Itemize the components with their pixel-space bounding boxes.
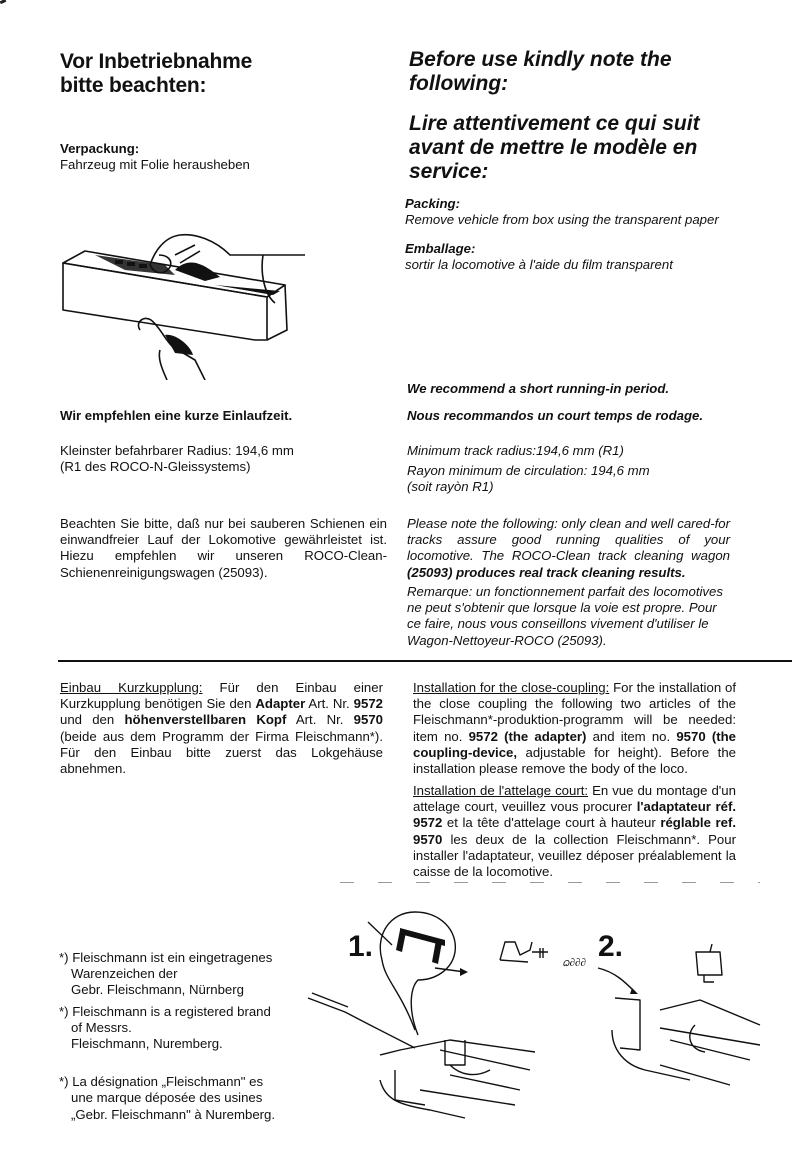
footnote-english xyxy=(59,1004,309,1053)
coupling-head-icon xyxy=(696,944,722,982)
packing-french-label: Emballage: xyxy=(405,241,476,256)
hand-top-icon xyxy=(150,235,305,303)
coupling-german-bold: höhenverstellbaren Kopf xyxy=(124,712,287,728)
coupling-german-bold: Adapter xyxy=(255,696,306,712)
magnifier-bubble xyxy=(380,912,455,1035)
coupling-french-bold: l'adaptateur réf. 9572 xyxy=(413,799,737,831)
footnote-german xyxy=(59,950,309,999)
footnote-line: une marque déposée des usines xyxy=(71,1090,263,1106)
heading-english-line: following: xyxy=(409,72,509,95)
scan-mark xyxy=(0,0,6,4)
radius-french xyxy=(407,463,650,495)
packing-english xyxy=(405,196,719,228)
packing-german-text: Fahrzeug mit Folie herausheben xyxy=(60,157,250,173)
coupling-english-text: adjustable for height). Before the installation please remove the body of the loco. xyxy=(413,744,736,777)
cleaning-german: Beachten Sie bitte, daß nur bei sauberen Schienen ein einwandfreier Lauf der Lokomotive gewährleistet ist. Hiezu empfehlen wir unseren ROCO-Clean-Schienenreinigungswagen (25093). xyxy=(60,516,387,580)
step-1-label: 1. xyxy=(348,930,374,963)
heading-german-line: Vor Inbetriebnahme xyxy=(60,50,253,73)
footnote-line: Fleischmann ist ein eingetragenes xyxy=(72,950,273,965)
footnote-line: La désignation „Fleischmann" es xyxy=(72,1074,264,1090)
footnote-line: „Gebr. Fleischmann" à Nuremberg. xyxy=(71,1106,276,1122)
scan-artifact-line xyxy=(340,882,760,883)
heading-german-line: bitte beachten: xyxy=(60,74,207,97)
running-in-german: Wir empfehlen eine kurze Einlaufzeit. xyxy=(60,408,293,423)
adapter-icon xyxy=(500,942,548,962)
coupling-english-bold: 9572 (the adapter) xyxy=(468,728,587,744)
cleaning-english-bold: (25093) produces real track cleaning results. xyxy=(407,564,686,580)
running-in-french: Nous recommandos un court temps de rodage. xyxy=(407,408,704,423)
footnote-line: Fleischmann is a registered brand xyxy=(72,1003,271,1019)
coupling-german-text: Art. Nr. xyxy=(286,712,354,728)
footnote-french xyxy=(59,1074,309,1123)
footnote-marker: *) xyxy=(59,1003,69,1019)
radius-english: Minimum track radius:194,6 mm (R1) xyxy=(407,443,624,458)
footnote-line: Fleischmann, Nuremberg. xyxy=(71,1036,223,1052)
coupling-french-text: et la tête d'attelage court à hauteur xyxy=(442,815,661,831)
radius-french-line: (soit rayòn R1) xyxy=(407,479,494,495)
coupling-french-bold: réglable ref. 9570 xyxy=(413,815,736,847)
screwdriver-icon xyxy=(308,993,415,1048)
locomotive-2 xyxy=(612,998,760,1085)
heading-german xyxy=(60,50,252,98)
heading-french xyxy=(409,112,700,184)
heading-english-line: Before use kindly note the xyxy=(409,48,672,71)
coupling-english-text: For the installation of the close coupling the following two articles of the Fleischmann*-produktion-programm will be needed: item no. xyxy=(413,680,736,744)
coupling-english xyxy=(413,680,736,777)
coupling-english-title: Installation for the close-coupling: xyxy=(413,680,610,695)
coupling-french-text: les deux de la collection Fleischmann*. Pour installer l'adaptateur, veuillez déposer préalablement la caisse de la locomotive. xyxy=(413,831,736,880)
arrow-icon xyxy=(598,968,635,992)
coupling-german-text: und den xyxy=(60,712,125,728)
coupling-german-bold: 9570 xyxy=(353,712,383,728)
radius-german-line: (R1 des ROCO-N-Gleissystems) xyxy=(60,459,251,475)
coupling-german-text: (beide aus dem Programm der Firma Fleischmann*). Für den Einbau bitte zuerst das Lokgehäuse abnehmen. xyxy=(60,728,383,777)
cleaning-french: Remarque: un fonctionnement parfait des locomotives ne peut s'obtenir que lorsque la voie est propre. Pour ce faire, nous vous conseillons vivement d'utiliser le Wagon-Nettoyeur-ROCO (25093). xyxy=(407,584,723,648)
radius-german xyxy=(60,443,294,475)
step-2-label: 2. xyxy=(598,930,624,963)
coupling-german xyxy=(60,680,383,777)
section-divider xyxy=(58,660,792,662)
coupling-german-text: Art. Nr. xyxy=(305,696,354,712)
heading-french-line: avant de mettre le modèle en xyxy=(409,136,698,159)
footnote-marker: *) xyxy=(59,1074,69,1090)
packing-french-text: sortir la locomotive à l'aide du film transparent xyxy=(405,257,673,273)
packing-english-label: Packing: xyxy=(405,196,460,211)
packing-german xyxy=(60,141,250,173)
locomotive-1 xyxy=(380,1040,535,1118)
heading-french-line: service: xyxy=(409,160,489,183)
coupling-english-bold: 9570 (the coupling-device, xyxy=(413,728,736,760)
radius-german-line: Kleinster befahrbarer Radius: 194,6 mm xyxy=(60,443,294,458)
footnote-line: of Messrs. xyxy=(71,1019,132,1035)
cleaning-english xyxy=(407,516,730,581)
coupling-french-title: Installation de l'attelage court: xyxy=(413,783,589,798)
heading-english xyxy=(409,48,672,96)
heading-french-line: Lire attentivement ce qui suit xyxy=(409,112,700,135)
coupling-french-text: En vue du montage d'un attelage court, veuillez vous procurer xyxy=(413,783,736,815)
coupling-english-text: and item no. xyxy=(586,728,677,744)
cleaning-english-text: Please note the following: only clean and well cared-for tracks assure good running qualities of your locomotive. The ROCO-Clean track cleaning wagon xyxy=(407,516,730,564)
running-in-english: We recommend a short running-in period. xyxy=(407,381,670,396)
coupling-french xyxy=(413,783,736,880)
coupling-german-bold: 9572 xyxy=(353,696,384,712)
footnote-line: Warenzeichen der xyxy=(71,966,178,982)
radius-french-line: Rayon minimum de circulation: 194,6 mm xyxy=(407,463,650,478)
packing-french xyxy=(405,241,673,273)
box-front xyxy=(63,263,267,340)
footnotes xyxy=(59,950,309,1123)
coupling-illustration xyxy=(300,900,800,1130)
packing-english-text: Remove vehicle from box using the transparent paper xyxy=(405,212,719,228)
coupling-german-text: Für den Einbau einer Kurzkupplung benötigen Sie den xyxy=(60,680,383,712)
unpacking-illustration xyxy=(55,215,315,380)
coupling-german-title: Einbau Kurzkupplung: xyxy=(60,680,203,695)
packing-german-label: Verpackung: xyxy=(60,141,140,156)
spring-icon: ᨵ∂∂∂ xyxy=(562,957,586,969)
footnote-line: Gebr. Fleischmann, Nürnberg xyxy=(71,982,244,998)
footnote-marker: *) xyxy=(59,950,69,965)
